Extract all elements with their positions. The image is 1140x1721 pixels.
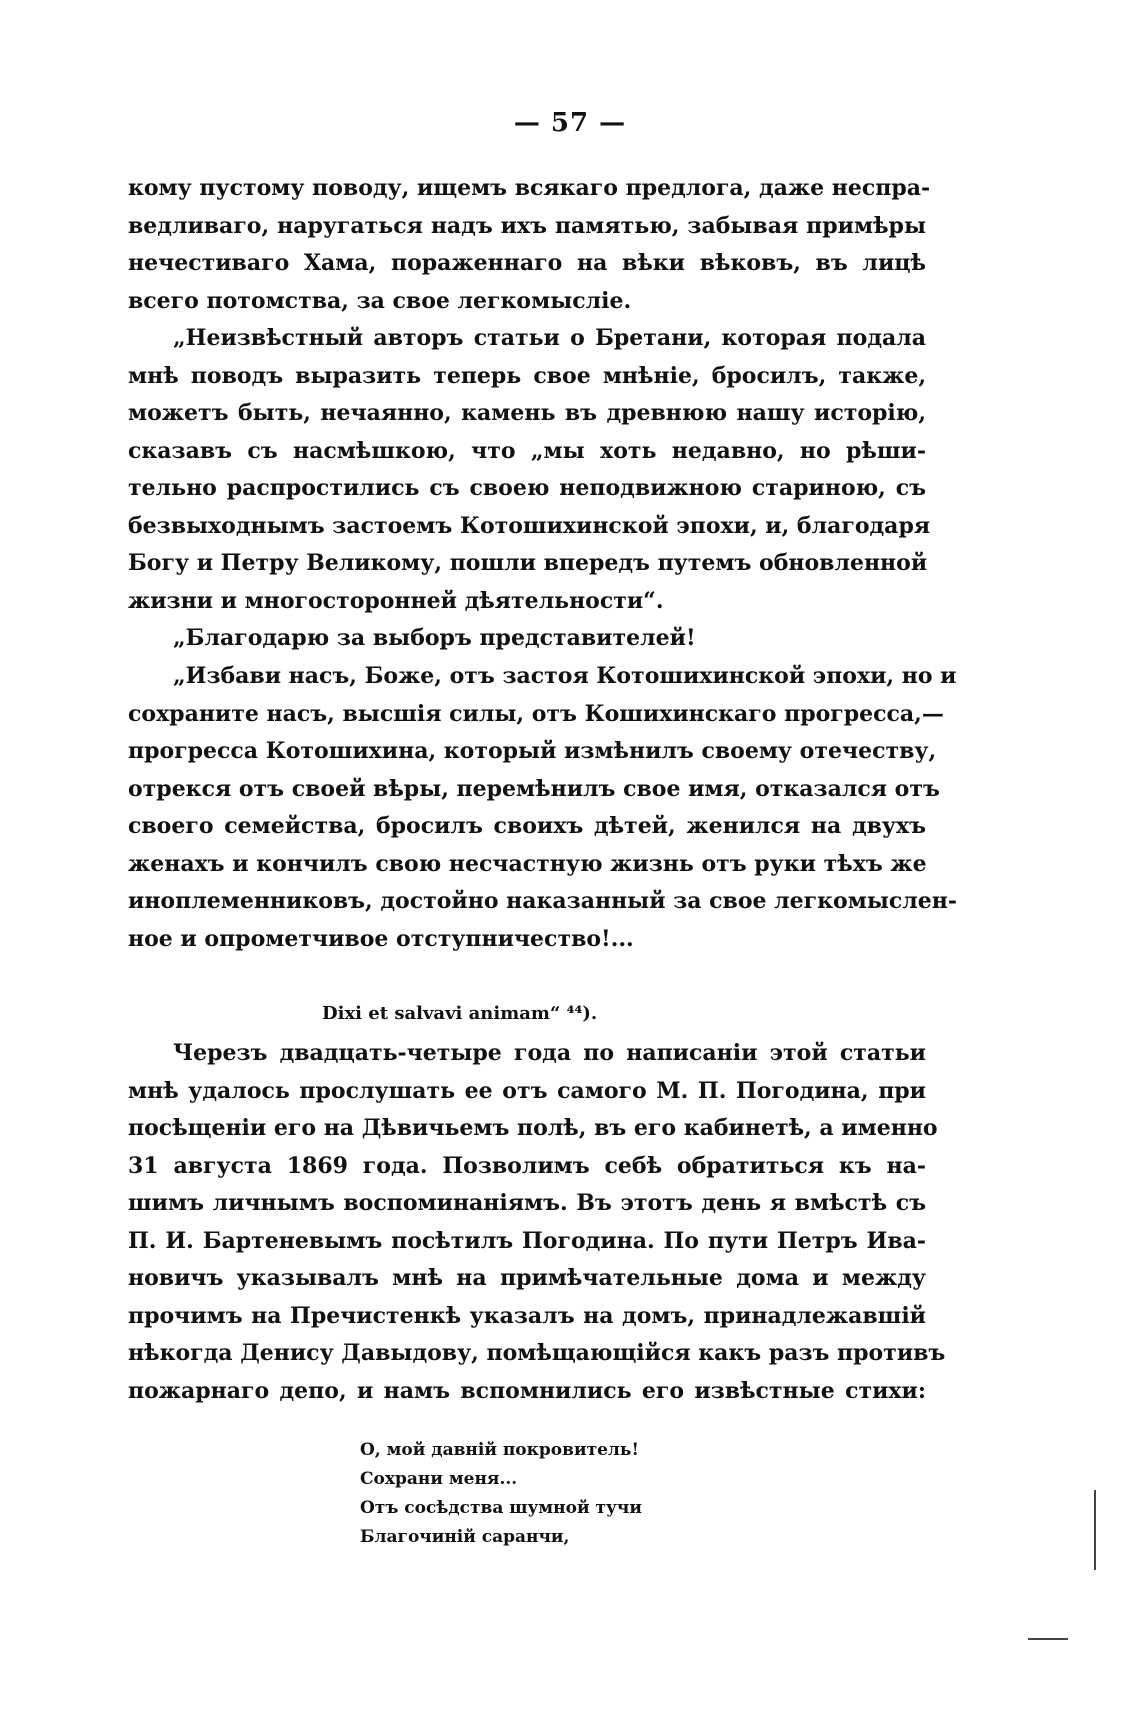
- text-line: отрекся отъ своей вѣры, перемѣнилъ свое имя, отказался отъ: [128, 775, 940, 802]
- page-number: — 57 —: [513, 108, 627, 138]
- text-line: мнѣ удалось прослушать ее отъ самого М. П. Погодина, при: [128, 1077, 926, 1104]
- text-line: нѣкогда Денису Давыдову, помѣщающійся какъ разъ противъ: [128, 1340, 946, 1366]
- paragraph-1: [128, 170, 931, 320]
- text-line: новичъ указывалъ мнѣ на примѣчательные дома и между: [128, 1265, 926, 1291]
- text-line: безвыходнымъ застоемъ Котошихинской эпохи, и, благодаря: [128, 512, 931, 539]
- text-line: женахъ и кончилъ свою несчастную жизнь отъ руки тѣхъ же: [128, 850, 927, 877]
- text-line: жизни и многосторонней дѣятельности“.: [128, 587, 664, 614]
- text-line: Богу и Петру Великому, пошли впередъ путемъ обновленной: [128, 550, 928, 576]
- poem-line: Сохрани меня...: [360, 1469, 518, 1489]
- text-line: ное и опрометчивое отступничество!...: [128, 925, 634, 952]
- paragraph-4: [128, 658, 958, 958]
- text-line: ведливаго, наругаться надъ ихъ памятью, забывая примѣры: [128, 212, 926, 239]
- scan-edge-mark: [1094, 1490, 1096, 1570]
- text-line: своего семейства, бросилъ своихъ дѣтей, женился на двухъ: [128, 813, 926, 839]
- text-line: шимъ личнымъ воспоминаніямъ. Въ этотъ день я вмѣстѣ съ: [128, 1190, 926, 1216]
- text-line: пожарнаго депо, и намъ вспомнились его извѣстные стихи:: [128, 1377, 926, 1404]
- poem-line: Отъ сосѣдства шумной тучи: [360, 1498, 642, 1518]
- paragraph-2: [128, 320, 931, 620]
- text-line: прогресса Котошихина, который измѣнилъ своему отечеству,: [128, 738, 937, 764]
- poem-line: Благочиній саранчи,: [360, 1527, 570, 1547]
- text-line: всего потомства, за свое легкомысліе.: [128, 287, 632, 314]
- text-line: прочимъ на Пречистенкѣ указалъ на домъ, принадлежавшій: [128, 1302, 926, 1329]
- paragraph-3: [128, 620, 926, 658]
- text-line: кому пустому поводу, ищемъ всякаго предлога, даже неспра-: [128, 175, 931, 201]
- text-line: „Избави насъ, Боже, отъ застоя Котошихинской эпохи, но и: [173, 663, 957, 689]
- text-line: тельно распростились съ своею неподвижною стариною, съ: [128, 475, 926, 501]
- text-line: иноплеменниковъ, достойно наказанный за свое легкомыслен-: [128, 888, 958, 914]
- latin-signature: Dixi et salvavi animam“ ⁴⁴).: [322, 1003, 598, 1024]
- scan-edge-mark: [1028, 1638, 1068, 1640]
- text-line: 31 августа 1869 года. Позволимъ себѣ обратиться къ на-: [128, 1152, 926, 1179]
- paragraph-5: [128, 1035, 946, 1410]
- text-line: „Благодарю за выборъ представителей!: [173, 625, 696, 651]
- text-line: Черезъ двадцать-четыре года по написаніи этой статьи: [173, 1040, 926, 1066]
- poem-quote: [360, 1436, 642, 1552]
- text-line: мнѣ поводъ выразить теперь свое мнѣніе, бросилъ, также,: [128, 362, 926, 389]
- text-line: П. И. Бартеневымъ посѣтилъ Погодина. По пути Петръ Ива-: [128, 1227, 926, 1254]
- poem-line: О, мой давній покровитель!: [360, 1440, 639, 1460]
- text-line: сказавъ съ насмѣшкою, что „мы хоть недавно, но рѣши-: [128, 437, 926, 464]
- text-line: сохраните насъ, высшія силы, отъ Кошихинскаго прогресса,—: [128, 700, 944, 727]
- text-line: посѣщеніи его на Дѣвичьемъ полѣ, въ его кабинетѣ, а именно: [128, 1115, 938, 1141]
- text-line: можетъ быть, нечаянно, камень въ древнюю нашу исторію,: [128, 400, 926, 426]
- text-line: нечестиваго Хама, пораженнаго на вѣки вѣковъ, въ лицѣ: [128, 250, 926, 276]
- text-line: „Неизвѣстный авторъ статьи о Бретани, которая подала: [173, 325, 926, 351]
